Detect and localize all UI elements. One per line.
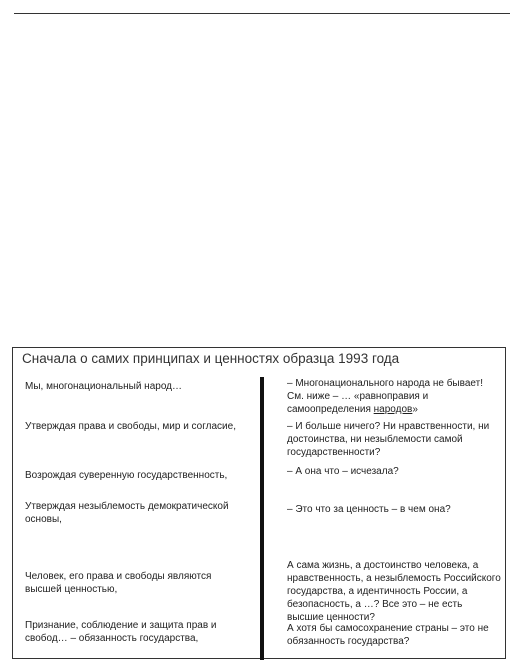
- top-rule: [14, 13, 510, 14]
- panel-title: Сначала о самих принципах и ценностях образца 1993 года: [22, 351, 400, 366]
- principle-text: Мы, многонациональный народ…: [25, 381, 183, 392]
- comment-text-tail: »: [412, 404, 418, 415]
- comment-text: – А она что – исчезала?: [287, 466, 399, 477]
- comment-text-underlined: народов: [373, 404, 413, 415]
- comparison-panel: [12, 347, 506, 659]
- comment-text: А хотя бы самосохранение страны – это не обязанность государства?: [287, 623, 489, 647]
- comment-text: А сама жизнь, а достоинство человека, а нравственность, а незыблемость Российского государства, а идентичность России, а безопасность, а …? Все это – не есть высшие ценности?: [287, 560, 501, 623]
- column-divider-lower: [260, 546, 264, 660]
- principle-text: Человек, его права и свободы являются высшей ценностью,: [25, 571, 212, 595]
- principle-text: Признание, соблюдение и защита прав и свобод… – обязанность государства,: [25, 620, 217, 644]
- principle-text: Утверждая незыблемость демократической основы,: [25, 501, 229, 525]
- comment-text: [287, 377, 501, 416]
- comment-text: – Это что за ценность – в чем она?: [287, 504, 451, 515]
- comment-text-main: – Многонационального народа не бывает! См. ниже – … «равноправия и самоопределения: [287, 378, 483, 415]
- principle-text: Утверждая права и свободы, мир и согласие,: [25, 421, 236, 432]
- principle-text: Возрождая суверенную государственность,: [25, 470, 228, 481]
- column-divider-upper: [260, 377, 264, 547]
- comment-text: – И больше ничего? Ни нравственности, ни достоинства, ни незыблемости самой государственности?: [287, 421, 490, 458]
